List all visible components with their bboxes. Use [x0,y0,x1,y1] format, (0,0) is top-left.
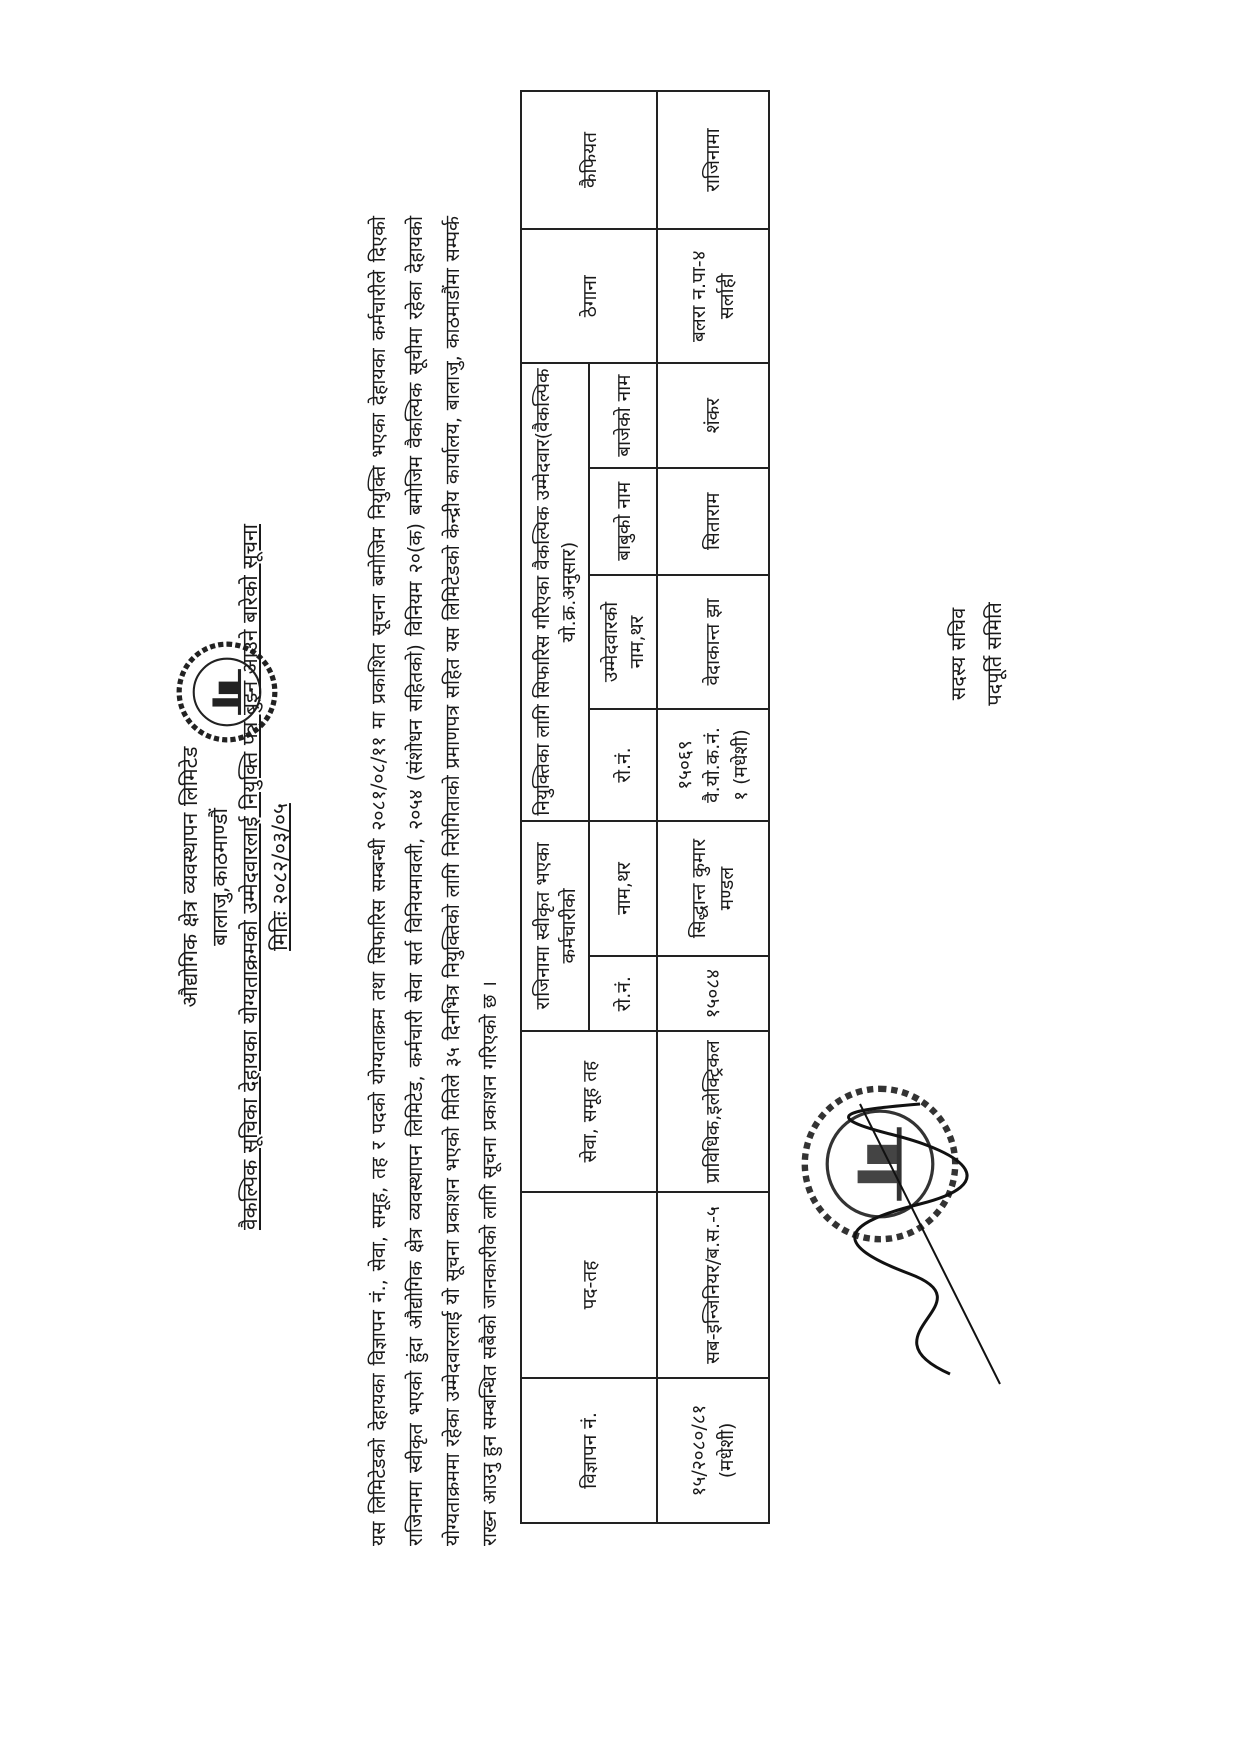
signature [800,1094,1020,1394]
ad-no-sub: (मधेशी) [716,1422,738,1479]
notice-date: मितिः २०८२/०३/०५ [268,803,292,951]
roll2-sub2: १ (मधेशी) [730,729,752,801]
header-grandfather: बाजेको नाम [589,363,657,468]
cell-roll2 [657,709,769,820]
header-service: सेवा, समूह तह [521,1031,657,1192]
header-post: पद-तह [521,1192,657,1378]
header-roll2: रो.नं. [589,709,657,820]
header-roll: रो.नं. [589,956,657,1031]
cell-service: प्राविधिक,इलेक्ट्रिकल [657,1031,769,1192]
cell-father: सिताराम [657,468,769,575]
header-resigned-group: राजिनामा स्वीकृत भएका कर्मचारीको [521,821,589,1031]
header-father: बाबुको नाम [589,468,657,575]
header-candidate: उम्मेदवारको नाम,थर [589,575,657,710]
cell-grandfather: शंकर [657,363,769,468]
cell-candidate: वेदाकान्त झा [657,575,769,710]
cell-post: सब-इन्जिनियर/ब.स.-५ [657,1192,769,1378]
address-sub: सर्लाही [716,273,738,320]
cell-name: सिद्धान्त कुमार मण्डल [657,821,769,957]
signatory-block [940,554,1012,754]
address-value: बलरा न.पा-४ [688,250,710,342]
letterhead [175,0,295,1754]
cell-address [657,229,769,363]
notice-subject: वैकल्पिक सूचिका देहायका योग्यताक्रमको उम्मेदवारलाई नियुक्ति पत्र बुझ्न आउने बारेको सूचना [238,524,262,1231]
table-header-row [521,91,589,1523]
table-row [657,91,769,1523]
cell-ad-no [657,1378,769,1523]
cell-remarks: राजिनामा [657,91,769,229]
roll2-value: १५०६९ [674,740,696,790]
header-recommended-group: नियुक्तिका लागि सिफारिस गरिएका वैकल्पिक उम्मेदवार(वैकल्पिक यो.क्र.अनुसार) [521,363,589,820]
cell-roll: १५०८४ [657,956,769,1031]
notice-paragraph: यस लिमिटेडको देहायका विज्ञापन नं., सेवा, समूह, तह र पदको योग्यताक्रम तथा सिफारिस सम्बन्धी २०८१/०८/११ मा प्रकाशित सूचना बमोजिम नियुक्ति भएका देहायका कर्मचारीले दिएको राजिनामा स्वीकृत भएको हुंदा औद्योगिक क्षेत्र व्यवस्थापन लिमिटेड, कर्मचारी सेवा सर्त विनियमावली, २०५४ (संशोधन सहितको) विनियम २०(क) बमोजिम वैकल्पिक सूचीमा रहेका देहायको योग्यताक्रममा रहेका उम्मेदवारलाई यो सूचना प्रकाशन भएको मितिले ३५ दिनभित्र नियुक्तिको लागि निरोगिताको प्रमाणपत्र सहित यस लिमिटेडको केन्द्रीय कार्यालय, बालाजु, काठमाडौंमा सम्पर्क राख्न आउनु हुन सम्बन्धित सबैको जानकारीको लागि सूचना प्रकाशन गरिएको छ । [367,216,501,1546]
header-address: ठेगाना [521,229,657,363]
header-name: नाम,थर [589,821,657,957]
candidate-table [520,90,770,1524]
header-ad-no: विज्ञापन नं. [521,1378,657,1523]
roll2-sub: वै.यो.क.नं. [702,727,724,803]
signatory-title: सदस्य सचिव [946,607,970,701]
org-location: बालाजु,काठमाण्डौं [208,808,232,946]
org-name: औद्योगिक क्षेत्र व्यवस्थापन लिमिटेड [178,746,202,1008]
ad-no-value: १५/२०८०/८१ [688,1404,710,1497]
header-remarks: कैफियत [521,91,657,229]
signatory-committee: पदपूर्ति समिति [982,602,1006,706]
